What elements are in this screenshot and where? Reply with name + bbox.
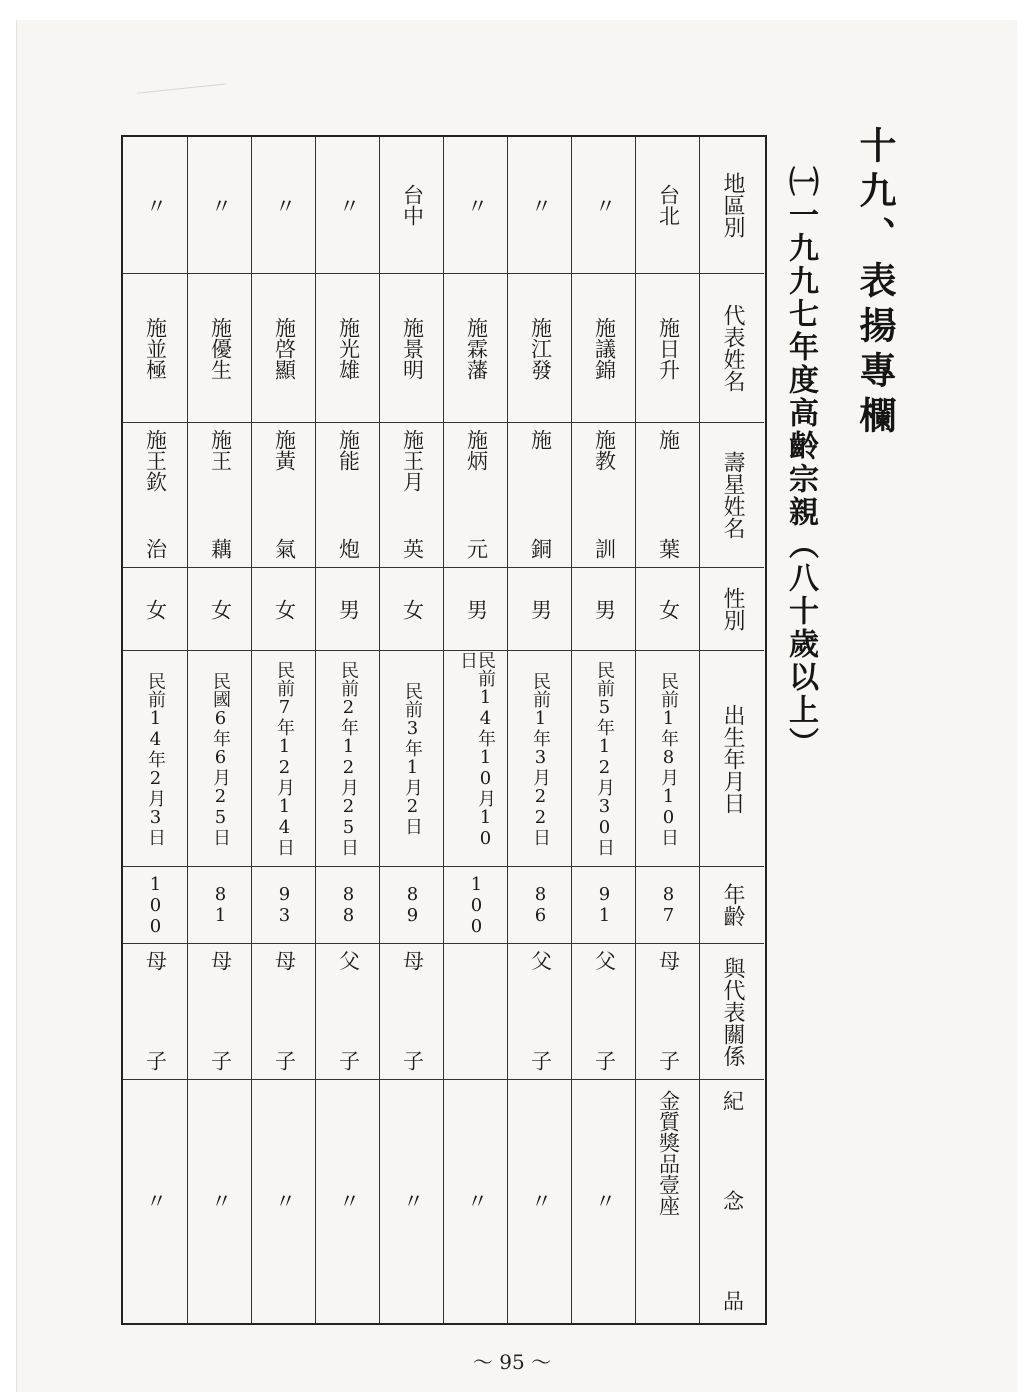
sex-cell [252, 567, 316, 650]
region-text: 〃 [208, 194, 233, 216]
sex-text: 男 [592, 598, 617, 620]
rep-name-cell [252, 273, 316, 422]
age-cell [444, 866, 508, 943]
region-text: 〃 [336, 194, 361, 216]
birth-cell [188, 650, 252, 866]
elder-name-cell [444, 422, 508, 567]
table-row [187, 137, 252, 1323]
table-row [443, 137, 508, 1323]
age-cell [252, 866, 316, 943]
souvenir-cell [252, 1079, 316, 1321]
relation-bottom: 子 [528, 1050, 553, 1071]
elder-name-top: 施能 [336, 429, 361, 471]
rep-name-cell [636, 273, 700, 422]
header-elder_name-label: 壽星姓名 [720, 451, 745, 539]
elder-name-bottom: 治 [143, 538, 168, 559]
souvenir-cell [380, 1079, 444, 1321]
elder-name-cell [636, 422, 700, 567]
elder-name-bottom: 訓 [592, 538, 617, 559]
elder-name-bottom: 銅 [528, 538, 553, 559]
birth-cell [380, 650, 444, 866]
rep-name-text: 施霖藩 [464, 316, 489, 380]
relation-cell [572, 943, 636, 1079]
header-sex-label: 性別 [720, 587, 745, 631]
region-cell [188, 137, 252, 273]
relation-bottom: 子 [592, 1050, 617, 1071]
rep-name-text: 施並極 [143, 316, 168, 380]
table-row [635, 137, 700, 1323]
age-text: 100 [466, 873, 487, 937]
header-region [700, 137, 764, 273]
table-row [251, 137, 316, 1323]
souvenir-cell [508, 1079, 572, 1321]
relation-cell [380, 943, 444, 1079]
table-row [315, 137, 380, 1323]
souvenir-cell [572, 1079, 636, 1321]
header-souvenir [700, 1079, 764, 1321]
header-rep_name-label: 代表姓名 [720, 304, 745, 392]
header-rep_name [700, 273, 764, 422]
region-text: 〃 [143, 194, 168, 216]
souvenir-cell [123, 1079, 187, 1321]
elder-name-cell [572, 422, 636, 567]
relation-top: 父 [336, 950, 361, 971]
birth-cell [508, 650, 572, 866]
elder-name-top: 施炳 [464, 429, 489, 471]
elder-name-cell [252, 422, 316, 567]
header-age [700, 866, 764, 943]
age-text: 86 [530, 884, 551, 926]
sex-cell [636, 567, 700, 650]
header-relation-label: 與代表關係 [720, 956, 745, 1067]
birth-text: 民前7年12月14日 [274, 661, 295, 856]
birth-text: 民前3年1月2日 [402, 682, 423, 835]
region-cell [380, 137, 444, 273]
sex-text: 女 [400, 598, 425, 620]
birth-text: 民前2年12月25日 [338, 661, 359, 856]
birth-cell [636, 650, 700, 866]
relation-cell [636, 943, 700, 1079]
header-souvenir-label: 紀念品 [720, 1090, 745, 1311]
rep-name-cell [508, 273, 572, 422]
elder-name-top: 施王欽 [143, 429, 168, 492]
souvenir-text: 〃 [143, 1190, 168, 1211]
relation-bottom: 子 [143, 1050, 168, 1071]
souvenir-cell [316, 1079, 380, 1321]
region-text: 〃 [592, 194, 617, 216]
header-column [699, 137, 764, 1323]
elder-name-top: 施王 [208, 429, 233, 471]
souvenir-cell [444, 1079, 508, 1321]
page-number: ～ 95 ～ [472, 1350, 552, 1374]
elder-name-cell [380, 422, 444, 567]
sex-text: 男 [336, 598, 361, 620]
rep-name-text: 施議錦 [592, 316, 617, 380]
header-sex [700, 567, 764, 650]
header-birth-label: 出生年月日 [720, 703, 745, 814]
region-cell [123, 137, 187, 273]
table-subtitle: ㈠一九九七年度高齡宗親（八十歲以上） [783, 166, 818, 760]
relation-cell [508, 943, 572, 1079]
region-cell [508, 137, 572, 273]
relation-top: 母 [656, 950, 681, 971]
age-cell [188, 866, 252, 943]
rep-name-text: 施啓顯 [272, 316, 297, 380]
relation-bottom: 子 [336, 1050, 361, 1071]
region-text: 台中 [400, 184, 425, 226]
sex-text: 女 [208, 598, 233, 620]
elder-name-top: 施王月 [400, 429, 425, 492]
header-birth [700, 650, 764, 866]
sex-cell [508, 567, 572, 650]
header-age-label: 年齡 [720, 883, 745, 927]
age-cell [636, 866, 700, 943]
region-cell [444, 137, 508, 273]
elder-name-bottom: 元 [464, 538, 489, 559]
sex-text: 男 [464, 598, 489, 620]
souvenir-text: 〃 [208, 1190, 233, 1211]
relation-cell [316, 943, 380, 1079]
rep-name-text: 施江發 [528, 316, 553, 380]
table-row [123, 137, 187, 1323]
elder-name-cell [316, 422, 380, 567]
birth-text: 民前1年8月10日 [658, 671, 679, 846]
elder-name-bottom: 英 [400, 538, 425, 559]
relation-cell [188, 943, 252, 1079]
rep-name-cell [380, 273, 444, 422]
birth-text: 民前1年3月22日 [530, 671, 551, 846]
birth-cell [572, 650, 636, 866]
souvenir-text: 金質獎品壹座 [656, 1090, 681, 1216]
elder-name-bottom: 藕 [208, 538, 233, 559]
birth-cell [252, 650, 316, 866]
birth-text: 民國6年6月25日 [210, 671, 231, 846]
sex-cell [380, 567, 444, 650]
souvenir-text: 〃 [464, 1190, 489, 1211]
sex-text: 女 [656, 598, 681, 620]
age-cell [123, 866, 187, 943]
relation-top: 母 [272, 950, 297, 971]
birth-text: 民前5年12月30日 [594, 661, 615, 856]
relation-cell [252, 943, 316, 1079]
elder-name-bottom: 氣 [272, 538, 297, 559]
relation-top: 父 [592, 950, 617, 971]
elder-honor-table [121, 135, 767, 1325]
rep-name-text: 施景明 [400, 316, 425, 380]
age-cell [380, 866, 444, 943]
region-cell [316, 137, 380, 273]
region-text: 〃 [272, 194, 297, 216]
birth-cell [316, 650, 380, 866]
relation-cell [444, 943, 508, 1079]
sex-text: 女 [143, 598, 168, 620]
souvenir-text: 〃 [272, 1190, 297, 1211]
sex-cell [316, 567, 380, 650]
region-text: 〃 [528, 194, 553, 216]
table-row [379, 137, 444, 1323]
birth-cell [444, 650, 508, 866]
header-elder_name [700, 422, 764, 567]
age-text: 91 [594, 884, 615, 926]
rep-name-text: 施優生 [208, 316, 233, 380]
elder-name-cell [188, 422, 252, 567]
elder-name-top: 施教 [592, 429, 617, 471]
relation-bottom: 子 [272, 1050, 297, 1071]
elder-name-top: 施 [656, 429, 681, 450]
header-region-label: 地區別 [720, 172, 745, 238]
age-cell [572, 866, 636, 943]
relation-bottom: 子 [656, 1050, 681, 1071]
relation-top: 父 [528, 950, 553, 971]
rep-name-cell [572, 273, 636, 422]
rep-name-cell [188, 273, 252, 422]
sex-cell [188, 567, 252, 650]
elder-name-top: 施黃 [272, 429, 297, 471]
rep-name-text: 施日升 [656, 316, 681, 380]
souvenir-cell [636, 1079, 700, 1321]
section-title: 十九、表揚專欄 [853, 126, 897, 441]
elder-name-bottom: 葉 [656, 538, 681, 559]
relation-bottom: 子 [400, 1050, 425, 1071]
birth-text: 民前14年10月10日 [457, 651, 496, 849]
birth-text: 民前14年2月3日 [145, 671, 166, 846]
region-text: 台北 [656, 184, 681, 226]
rep-name-cell [316, 273, 380, 422]
sex-cell [572, 567, 636, 650]
age-text: 89 [402, 884, 423, 926]
sex-text: 女 [272, 598, 297, 620]
elder-name-cell [508, 422, 572, 567]
elder-name-top: 施 [528, 429, 553, 450]
elder-name-cell [123, 422, 187, 567]
age-text: 93 [274, 884, 295, 926]
header-relation [700, 943, 764, 1079]
souvenir-text: 〃 [592, 1190, 617, 1211]
relation-top: 母 [208, 950, 233, 971]
age-text: 100 [145, 873, 166, 937]
age-text: 88 [338, 884, 359, 926]
relation-top: 母 [143, 950, 168, 971]
souvenir-cell [188, 1079, 252, 1321]
souvenir-text: 〃 [336, 1190, 361, 1211]
birth-cell [123, 650, 187, 866]
rep-name-text: 施光雄 [336, 316, 361, 380]
souvenir-text: 〃 [400, 1190, 425, 1211]
rep-name-cell [123, 273, 187, 422]
relation-bottom: 子 [208, 1050, 233, 1071]
age-text: 81 [210, 884, 231, 926]
souvenir-text: 〃 [528, 1190, 553, 1211]
age-cell [316, 866, 380, 943]
age-text: 87 [658, 884, 679, 926]
elder-name-bottom: 炮 [336, 538, 361, 559]
rep-name-cell [444, 273, 508, 422]
sex-cell [444, 567, 508, 650]
region-text: 〃 [464, 194, 489, 216]
table-row [571, 137, 636, 1323]
sex-text: 男 [528, 598, 553, 620]
region-cell [636, 137, 700, 273]
table-row [507, 137, 572, 1323]
age-cell [508, 866, 572, 943]
scan-mark [137, 83, 228, 103]
region-cell [572, 137, 636, 273]
sex-cell [123, 567, 187, 650]
relation-cell [123, 943, 187, 1079]
region-cell [252, 137, 316, 273]
relation-top: 母 [400, 950, 425, 971]
